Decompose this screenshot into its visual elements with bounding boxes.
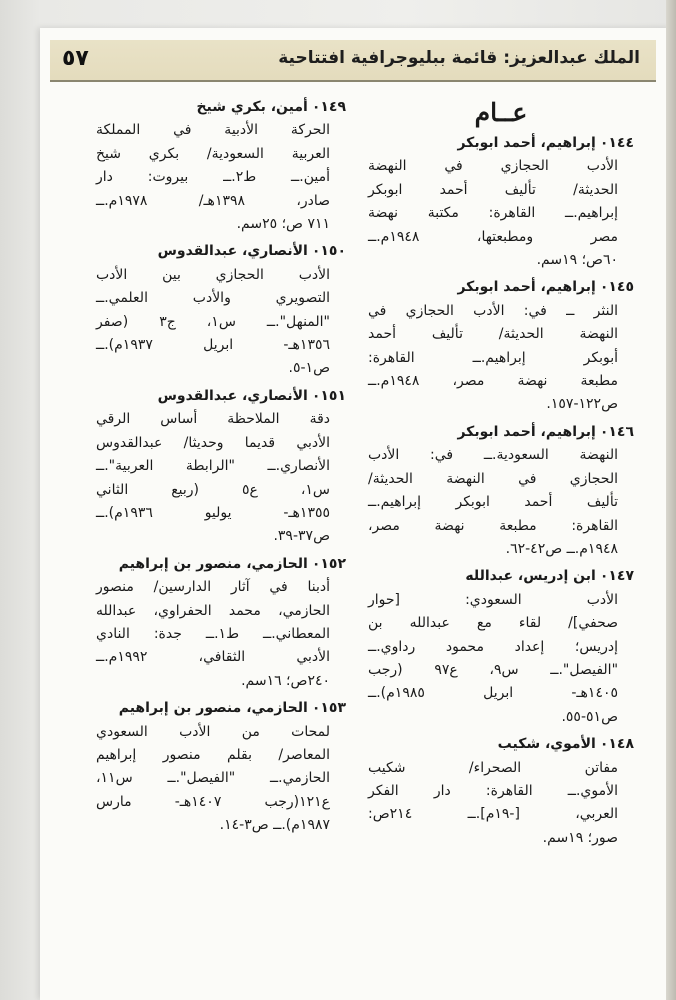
entry-text-line: ص١-٥. — [288, 360, 330, 377]
entry-author: الأموي، شكيب — [497, 736, 596, 753]
bibliography-entry — [368, 421, 634, 561]
entry-author: الحازمي، منصور بن إبراهيم — [118, 555, 308, 572]
entry-text-line: أدبنا في آثار الدارسين/ منصور — [96, 579, 330, 596]
entry-text-line: الحجازي في النهضة الحديثة/ — [368, 470, 618, 487]
page-number: ٥٧ — [62, 46, 89, 71]
entry-text-line: إدريس؛ إعداد محمود رداوي.ــ — [368, 638, 618, 655]
bibliography-entry — [96, 385, 346, 549]
entry-text-line: الأدب الحجازي بين الأدب — [96, 266, 330, 283]
entry-text-line: ص٥١-٥٥. — [561, 708, 618, 725]
bibliography-entry — [96, 553, 346, 693]
entry-text-line: أبوبكر إبراهيم.ــ القاهرة: — [368, 349, 618, 366]
entry-text-line: النهضة السعودية.ــ في: الأدب — [368, 447, 618, 464]
entry-number: ٠١٤٨ — [599, 736, 634, 753]
entry-heading — [368, 132, 634, 155]
entry-text-line: الحركة الأدبية في المملكة — [96, 122, 330, 139]
entry-author: إبراهيم، أحمد ابوبكر — [457, 279, 596, 296]
entry-text-line: دقة الملاحظة أساس الرقي — [96, 411, 330, 428]
entry-heading — [368, 733, 634, 756]
entry-text-line: أمين.ــ ط٢.ــ بيروت: دار — [96, 169, 330, 186]
entry-text-line: صحفي]/ لقاء مع عبدالله بن — [368, 615, 618, 632]
entry-text-line: ١٩٤٨م.ــ ص٤٢-٦٢. — [505, 540, 618, 557]
entry-text-line: النهضة الحديثة/ تأليف أحمد — [368, 326, 618, 343]
entry-text-line: الحديثة/ تأليف أحمد ابوبكر — [368, 181, 618, 198]
entry-text-line: الأموي.ــ القاهرة: دار الفكر — [368, 782, 618, 799]
bibliography-entry — [368, 565, 634, 729]
entry-text-line: القاهرة: مطبعة نهضة مصر، — [368, 517, 618, 534]
entry-author: الأنصاري، عبدالقدوس — [157, 243, 308, 260]
right-column — [368, 96, 634, 854]
entry-text-line: ٦٠ص؛ ١٩سم. — [536, 252, 618, 269]
entry-text-line: لمحات من الأدب السعودي — [96, 723, 330, 740]
entry-text-line: ص٣٧-٣٩. — [273, 528, 330, 545]
entry-text-line: "المنهل".ــ س١، ج٣ (صفر — [96, 313, 330, 330]
left-column — [96, 96, 346, 842]
entry-text-line: الأدبي قديما وحديثا/ عبدالقدوس — [96, 434, 330, 451]
entry-number: ٠١٤٤ — [599, 135, 634, 151]
entry-heading — [96, 240, 346, 263]
entry-text-line: ١٣٥٥هـ- يوليو ١٩٣٦م).ــ — [96, 504, 330, 521]
entry-text-line: العربي، [-١٩م].ــ ٢١٤ص: — [368, 806, 618, 823]
entry-number: ٠١٤٦ — [599, 423, 634, 440]
entry-number: ٠١٥١ — [311, 387, 346, 404]
entry-text-line: س١، ع٥ (ربيع الثاني — [96, 481, 330, 498]
entry-text-line: الأدب الحجازي في النهضة — [368, 158, 618, 175]
entry-number: ٠١٥٣ — [311, 700, 346, 717]
entry-number: ٠١٤٩ — [311, 99, 346, 115]
right-entries-list — [368, 132, 634, 850]
entry-text-line: المعطاني.ــ ط١.ــ جدة: النادي — [96, 625, 330, 642]
bibliography-entry — [96, 96, 346, 236]
bibliography-entry — [368, 733, 634, 850]
entry-text-line: إبراهيم.ــ القاهرة: مكتبة نهضة — [368, 205, 618, 222]
bibliography-entry — [96, 240, 346, 380]
running-title: الملك عبدالعزيز: قائمة ببليوجرافية افتتاحية — [278, 48, 640, 68]
entry-text-line: "الفيصل".ــ س٩، ع٩٧ (رجب — [368, 661, 619, 678]
entry-text-line: تأليف أحمد ابوبكر إبراهيم.ــ — [368, 494, 618, 511]
bibliography-entry — [96, 697, 346, 837]
entry-text-line: الأدب السعودي: [حوار — [368, 591, 618, 608]
entry-heading — [368, 276, 634, 299]
entry-heading — [96, 697, 346, 720]
entry-heading — [368, 565, 634, 588]
entry-text-line: الحازمي، محمد الحفراوي، عبدالله — [96, 602, 330, 619]
entry-author: إبراهيم، أحمد ابوبكر — [457, 423, 596, 440]
entry-author: ابن إدريس، عبدالله — [465, 568, 596, 585]
entry-author: الأنصاري، عبدالقدوس — [157, 387, 308, 404]
entry-text-line: ٢٤٠ص؛ ١٦سم. — [241, 672, 330, 689]
entry-text-line: الحازمي.ــ "الفيصل".ــ س١١، — [96, 770, 330, 787]
entry-text-line: ص١٢٢-١٥٧. — [546, 396, 618, 413]
entry-author: إبراهيم، أحمد ابوبكر — [457, 135, 596, 151]
entry-text-line: ٧١١ ص؛ ٢٥سم. — [236, 216, 330, 233]
section-heading: عــام — [474, 98, 528, 127]
entry-text-line: صادر، ١٣٩٨هـ/ ١٩٧٨م.ــ — [96, 192, 330, 209]
entry-text-line: العربية السعودية/ بكري شيخ — [96, 145, 330, 162]
entry-text-line: مطبعة نهضة مصر، ١٩٤٨م.ــ — [368, 373, 618, 390]
bibliography-entry — [368, 132, 634, 272]
entry-text-line: مفاتن الصحراء/ شكيب — [368, 759, 618, 776]
entry-heading — [96, 553, 346, 576]
entry-text-line: ١٩٨٧م).ــ ص٣-١٤. — [219, 817, 330, 834]
entry-text-line: المعاصر/ بقلم منصور إبراهيم — [96, 746, 330, 763]
entry-number: ٠١٥٠ — [311, 243, 346, 260]
entry-author: الحازمي، منصور بن إبراهيم — [118, 700, 308, 717]
entry-heading — [96, 385, 346, 408]
entry-number: ٠١٤٧ — [599, 568, 634, 585]
entry-text-line: ع١٢١(رجب ١٤٠٧هـ- مارس — [96, 793, 330, 810]
entry-text-line: الأنصاري.ــ "الرابطة العربية".ــ — [96, 458, 330, 475]
entry-text-line: النثر ــ في: الأدب الحجازي في — [368, 302, 618, 319]
entry-author: أمين، بكري شيخ — [196, 99, 308, 115]
entry-heading — [368, 421, 634, 444]
entry-text-line: الأدبي الثقافي، ١٩٩٢م.ــ — [96, 649, 330, 666]
entry-text-line: ١٣٥٦هـ- ابريل ١٩٣٧م).ــ — [96, 337, 330, 354]
book-spine — [666, 0, 676, 1000]
left-entries-list — [96, 96, 346, 838]
entry-text-line: مصر ومطبعتها، ١٩٤٨م.ــ — [368, 228, 618, 245]
running-header — [50, 40, 656, 82]
entry-number: ٠١٥٢ — [311, 555, 346, 572]
entry-number: ٠١٤٥ — [599, 279, 634, 296]
bibliography-entry — [368, 276, 634, 416]
entry-text-line: التصويري والأدب العلمي.ــ — [96, 290, 330, 307]
entry-text-line: صور؛ ١٩سم. — [542, 829, 618, 846]
entry-text-line: ١٤٠٥هـ- ابريل ١٩٨٥م).ــ — [368, 685, 618, 702]
entry-heading — [96, 96, 346, 119]
